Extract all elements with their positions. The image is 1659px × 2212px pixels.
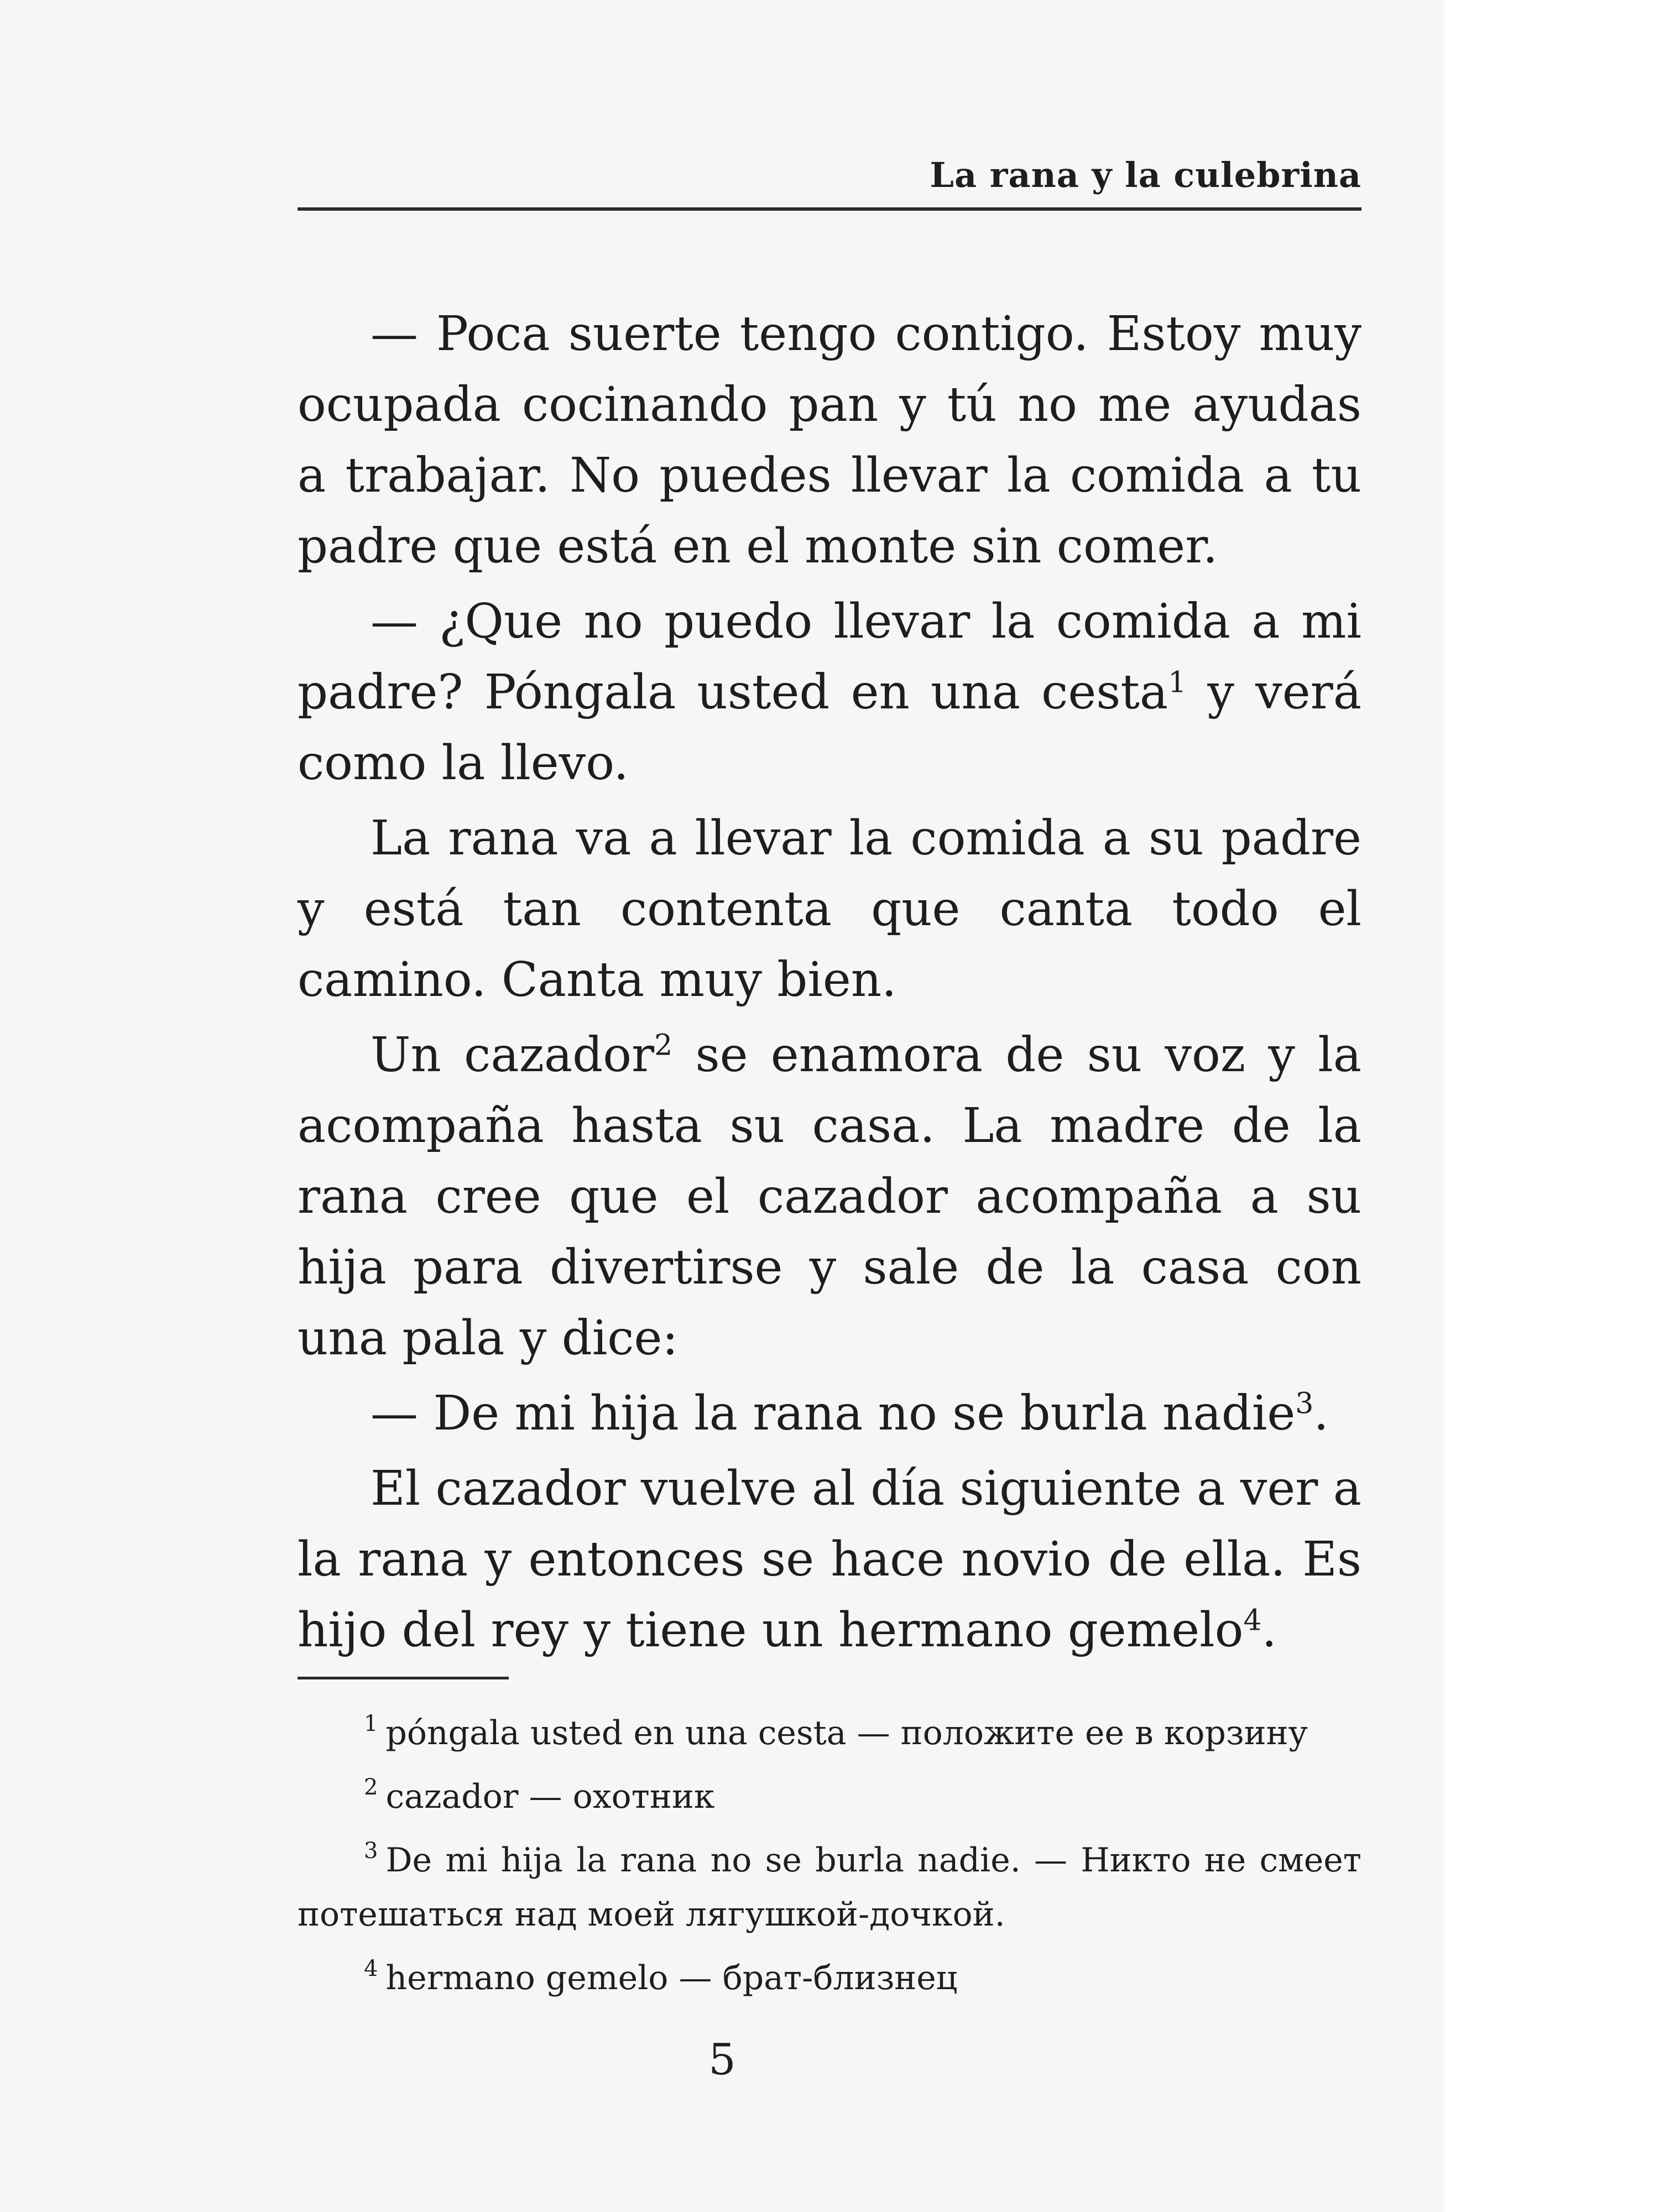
footnote-1: $^1$ póngala usted en una cesta — положите ее в корзину [364, 1711, 1308, 1752]
main-text [298, 299, 1361, 1670]
paragraph-5: — De mi hija la rana no se burla nadie$^3$. [371, 1386, 1329, 1441]
paragraph-3: La rana va a llevar la comida a su padre y está tan contenta que canta todo el camino. Canta muy bien. [298, 811, 1361, 1008]
page-number: 5 [708, 2035, 736, 2085]
footnote-3: $^3$ De mi hija la rana no se burla nadie. — Никто не смеет потешаться над моей лягушкой-дочкой. [298, 1838, 1361, 1934]
paragraph-1: — Poca suerte tengo contigo. Estoy muy ocupada cocinando pan y tú no me ayudas a trabajar. No puedes llevar la comida a tu padre que está en el monte sin comer. [298, 306, 1361, 574]
page-header [298, 147, 1361, 211]
footnote-2: $^2$ cazador — охотник [364, 1775, 715, 1816]
footnotes [298, 1697, 1361, 2005]
footnote-divider [298, 1677, 509, 1679]
footnote-ref-3: 3 [1295, 1387, 1314, 1421]
paragraph-2: — ¿Que no puedo llevar la comida a mi padre? Póngala usted en una cesta$^1$ y verá como la llevo. [298, 594, 1361, 791]
footnote-ref-4: 4 [1243, 1604, 1262, 1637]
paragraph-4: Un cazador$^2$ se enamora de su voz y la acompaña hasta su casa. La madre de la rana cree que el cazador acompaña a su hija para divertirse y sale de la casa con una pala y dice: [298, 1027, 1361, 1366]
paragraph-6: El cazador vuelve al día siguiente a ver a la rana y entonces se hace novio de ella. Es hijo del rey y tiene un hermano gemelo$^4$. [298, 1461, 1361, 1658]
footnote-4: $^4$ hermano gemelo — брат-близнец [364, 1956, 958, 1997]
footnote-ref-2: 2 [654, 1029, 673, 1062]
running-title: La rana y la culebrina [930, 155, 1361, 195]
footnote-ref-1: 1 [1168, 666, 1187, 700]
